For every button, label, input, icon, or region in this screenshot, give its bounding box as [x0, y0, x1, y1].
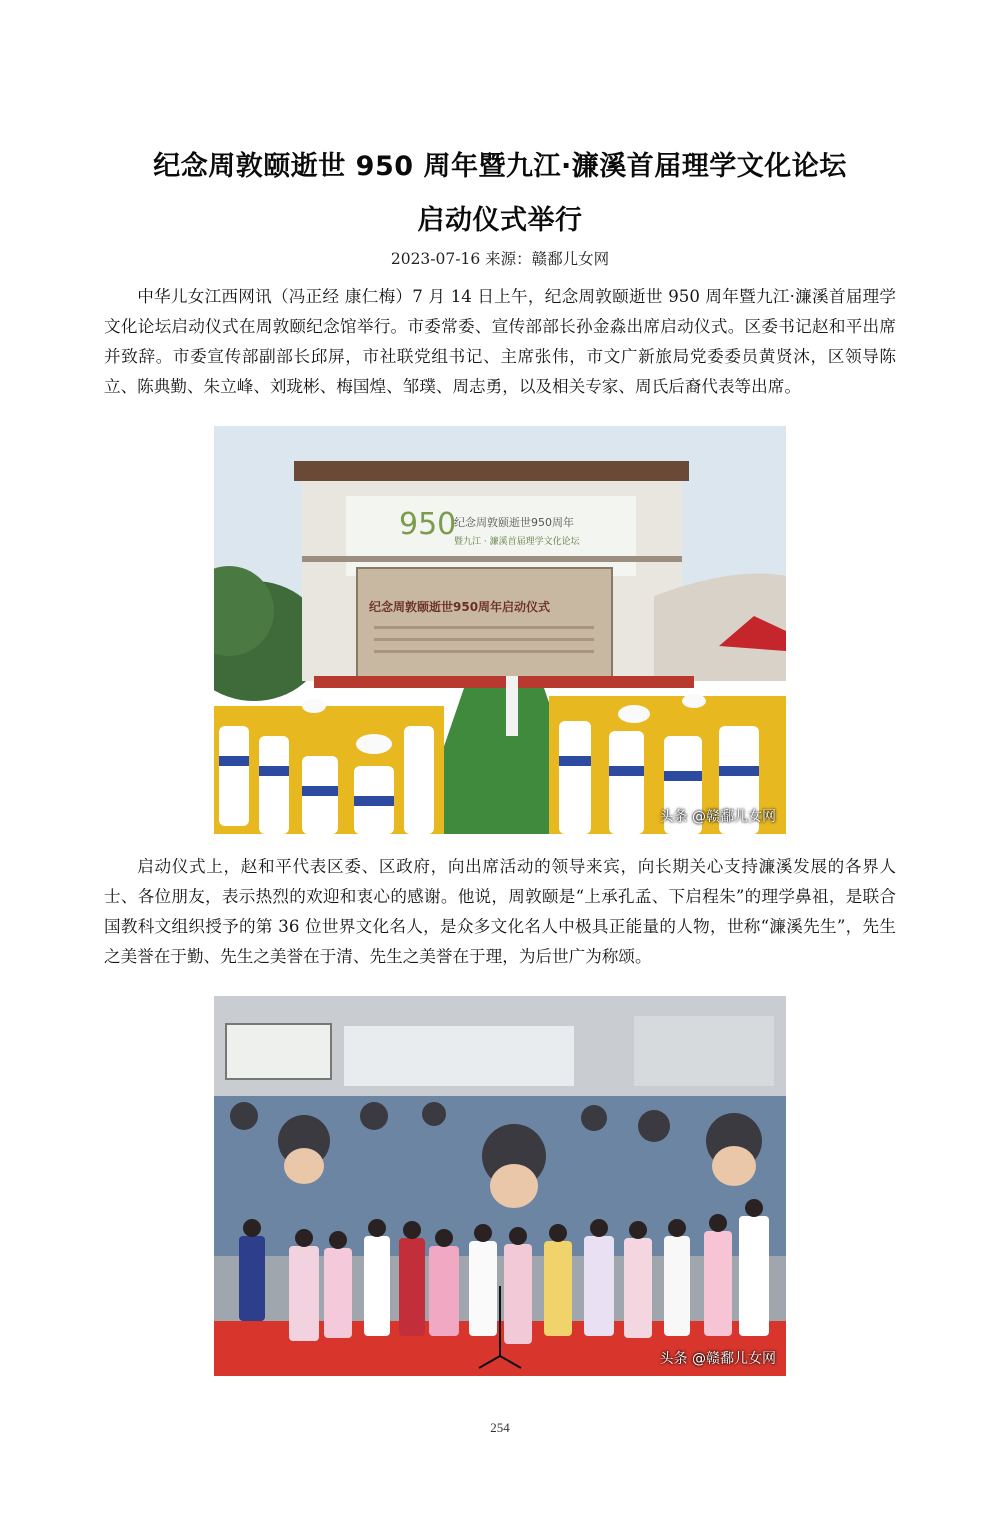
banner-line1: 纪念周敦颐逝世950周年 [454, 516, 574, 529]
performance-photo [214, 996, 786, 1376]
banner-line2: 暨九江 · 濂溪首届理学文化论坛 [454, 537, 580, 547]
photo1-watermark: 头条 @赣鄱儿女网 [659, 809, 776, 825]
article-paragraph-1: 中华儿女江西网讯（冯正经 康仁梅）7 月 14 日上午，纪念周敦颐逝世 950 周年暨九江·濂溪首届理学文化论坛启动仪式在周敦颐纪念馆举行。市委常委、宣传部部长孙金淼出席启动仪式。区委书记赵和平出席并致辞。市委宣传部副部长邱屏，市社联党组书记、主席张伟，市文广新旅局党委委员黄贤沐，区领导陈立、陈典勤、朱立峰、刘珑彬、梅国煌、邹璞、周志勇，以及相关专家、周氏后裔代表等出席。 [104, 287, 896, 396]
article-title-line2: 启动仪式举行 [417, 205, 583, 236]
ceremony-photo [214, 426, 786, 834]
article-title-line1: 纪念周敦颐逝世 950 周年暨九江·濂溪首届理学文化论坛 [153, 151, 847, 182]
stage-banner-text: 纪念周敦颐逝世950周年启动仪式 [369, 600, 551, 614]
page-number: 254 [490, 1420, 510, 1435]
banner-number: 950 [399, 507, 457, 542]
article-date-source: 2023-07-16 来源：赣鄱儿女网 [390, 250, 610, 268]
photo2-watermark: 头条 @赣鄱儿女网 [659, 1351, 776, 1367]
article-paragraph-2: 启动仪式上，赵和平代表区委、区政府，向出席活动的领导来宾，向长期关心支持濂溪发展的各界人士、各位朋友，表示热烈的欢迎和衷心的感谢。他说，周敦颐是“上承孔孟、下启程朱”的理学鼻祖，是联合国教科文组织授予的第 36 位世界文化名人，是众多文化名人中极具正能量的人物，世称“濂溪先生”，先生之美誉在于勤、先生之美誉在于清、先生之美誉在于理，为后世广为称颂。 [104, 857, 896, 966]
